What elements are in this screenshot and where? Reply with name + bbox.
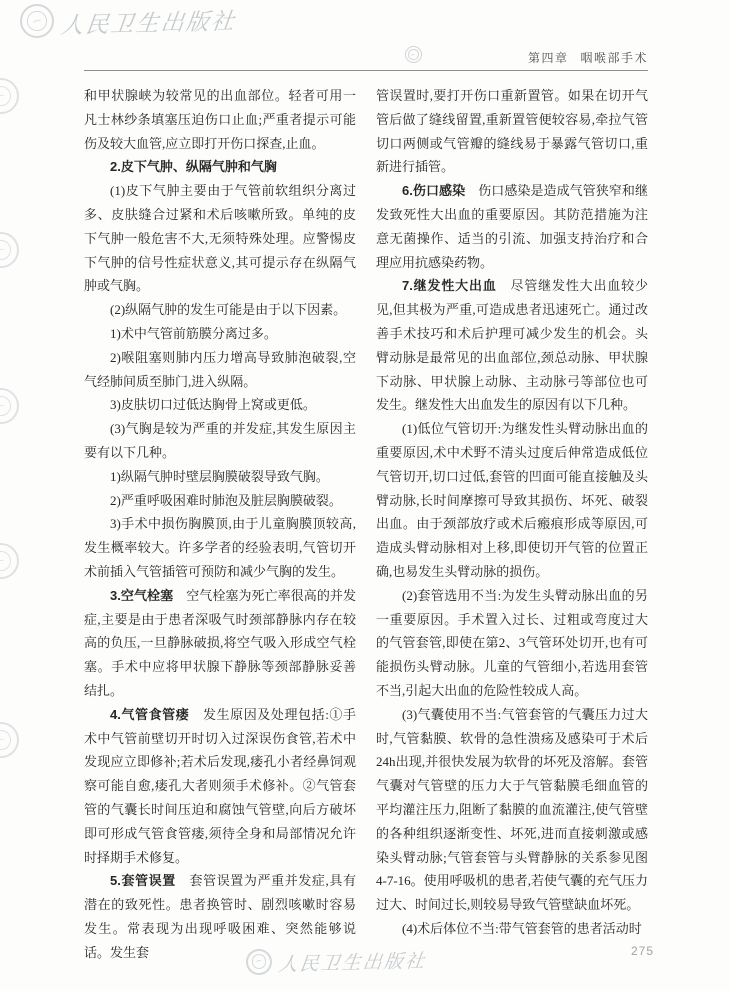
publisher-stamp-top [20,4,236,38]
section-lead: 3.空气栓塞 [110,587,174,603]
text-columns [84,84,648,964]
publisher-stamp-text: 人民卫生出版社 [277,951,428,976]
publisher-logo-inner [0,240,11,261]
section-lead: 4.气管食管瘘 [110,706,190,722]
paragraph: (4)术后体位不当:带气管套管的患者活动时 [402,920,642,936]
publisher-logo-inner [0,396,11,417]
paragraph: 7.继发性大出血 尽管继发性大出血较少见,但其极为严重,可造成患者迅速死亡。通过改善手术技巧和术后护理可减少发生的机会。头臂动脉是最常见的出血部位,颈总动脉、甲状腺下动脉、甲状腺上动脉、主动脉弓等部位也可发生。继发性大出血发生的原因有以下几种。 [376,278,648,413]
publisher-stamp-text: 人民卫生出版社 [59,8,238,38]
paragraph: (3)气囊使用不当:气管套管的气囊压力过大时,气管黏膜、软骨的急性溃疡及感染可于术后24h出现,并很快发展为软骨的坏死及溶解。套管气囊对气管壁的压力大于气管黏膜毛细血管的平均灌注压力,阻断了黏膜的血流灌注,使气管壁的各种组织逐渐变性、坏死,进而直接刺激或感染头臂动脉;气管套管与头臂静脉的关系参见图4-7-16。使用呼吸机的患者,若使气囊的充气压力过大、时间过长,则较易导致气管壁缺血坏死。 [376,706,648,913]
publisher-logo-icon [0,232,19,268]
header-rule [84,70,648,71]
chapter-title: 咽喉部手术 [580,51,648,65]
paragraph: (2)套管选用不当:为发生头臂动脉出血的另一重要原因。手术置入过长、过粗或弯度过大的气管套管,即使在第2、3气管环处切开,也有可能损伤头臂动脉。儿童的气管细小,若选用套管不当,引起大出血的危险性较成人高。 [376,587,648,698]
publisher-logo-inner [27,11,46,30]
paragraph: 5.套管误置 套管误置为严重并发症,具有潜在的致死性。患者换管时、剧烈咳嗽时容易发生。常表现为出现呼吸困难、突然能够说话。发生套 [84,873,356,960]
section-lead: 6.伤口感染 [402,183,466,199]
publisher-logo-icon [405,46,422,63]
publisher-logo-icon [0,78,19,114]
chapter-label: 第四章 [527,51,569,65]
section-lead: 2.皮下气肿、纵隔气肿和气胸 [110,159,277,175]
paragraph: (2)纵隔气肿的发生可能是由于以下因素。 [110,302,347,318]
paragraph: 6.伤口感染 伤口感染是造成气管狭窄和继发致死性大出血的重要原因。其防范措施为注意无菌操作、适当的引流、加强支持治疗和合理应用抗感染药物。 [376,183,648,270]
publisher-logo-inner [0,730,11,751]
paragraph: (1)低位气管切开:为继发性头臂动脉出血的重要原因,术中术野不清头过度后伸常造成低位气管切开,切口过低,套管的凹面可能直接触及头臂动脉,长时间摩擦可导致其损伤、坏死、破裂出血。由于颈部放疗或术后瘢痕形成等原因,可造成头臂动脉相对上移,即使切开气管的位置正确,也易发生头臂动脉的损伤。 [376,421,648,579]
paragraph: 1)纵隔气肿时壁层胸膜破裂导致气胸。 [110,468,329,484]
paragraph: 4.气管食管瘘 发生原因及处理包括:①手术中气管前壁切开时切入过深误伤食管,若术中发现应立即修补;若术后发现,瘘孔小者经鼻饲观察可能自愈,瘘孔大者则须手术修补。②气管套管的气囊长时间压迫和腐蚀气管壁,向后方破坏即可形成气管食管瘘,须待全身和局部情况允许时择期手术修复。 [84,706,356,865]
paragraph: 和甲状腺峡为较常见的出血部位。轻者可用一凡士林纱条填塞压迫伤口止血;严重者提示可能伤及较大血管,应立即打开伤口探查,止血。 [84,88,356,151]
section-heading [84,155,356,179]
publisher-logo-icon [0,543,19,579]
paragraph: 1)术中气管前筋膜分离过多。 [110,325,277,341]
paragraph: (1)皮下气肿主要由于气管前软组织分离过多、皮肤缝合过紧和术后咳嗽所致。单纯的皮下气肿一般危害不大,无须特殊处理。应警惕皮下气肿的信号性症状意义,其可提示存在纵隔气肿或气胸。 [84,183,356,294]
paragraph: 2)喉阻塞则肺内压力增高导致肺泡破裂,空气经肺间质至肺门,进入纵隔。 [84,349,356,389]
left-column [84,84,356,964]
publisher-logo-icon [0,388,19,424]
right-column [376,84,648,964]
paragraph: 3)手术中损伤胸膜顶,由于儿童胸膜顶较高,发生概率较大。许多学者的经验表明,气管切开术前插入气管插管可预防和减少气胸的发生。 [84,516,356,579]
publisher-logo-inner [0,86,11,107]
paragraph: 3)皮肤切口过低达胸骨上窝或更低。 [110,397,316,413]
section-lead: 5.套管误置 [110,873,176,889]
paragraph: 管误置时,要打开伤口重新置管。如果在切开气管后做了缝线留置,重新置管便较容易,牵拉气管切口两侧或气管瓣的缝线易于暴露气管切口,重新进行插管。 [376,88,648,175]
paragraph: (3)气胸是较为严重的并发症,其发生原因主要有以下几种。 [84,421,356,460]
paragraph: 2)严重呼吸困难时肺泡及脏层胸膜破裂。 [110,492,342,508]
page-number: 275 [630,944,654,958]
publisher-logo-inner [408,49,419,60]
section-lead: 7.继发性大出血 [402,278,497,294]
paragraph: 3.空气栓塞 空气栓塞为死亡率很高的并发症,主要是由于患者深吸气时颈部静脉内存在较高的负压,一旦静脉破损,将空气吸入形成空气栓塞。手术中应将甲状腺下静脉等颈部静脉妥善结扎。 [84,587,356,698]
publisher-logo-icon [20,4,54,38]
publisher-logo-inner [0,551,11,572]
running-header [528,49,648,66]
publisher-logo-icon [0,722,19,758]
